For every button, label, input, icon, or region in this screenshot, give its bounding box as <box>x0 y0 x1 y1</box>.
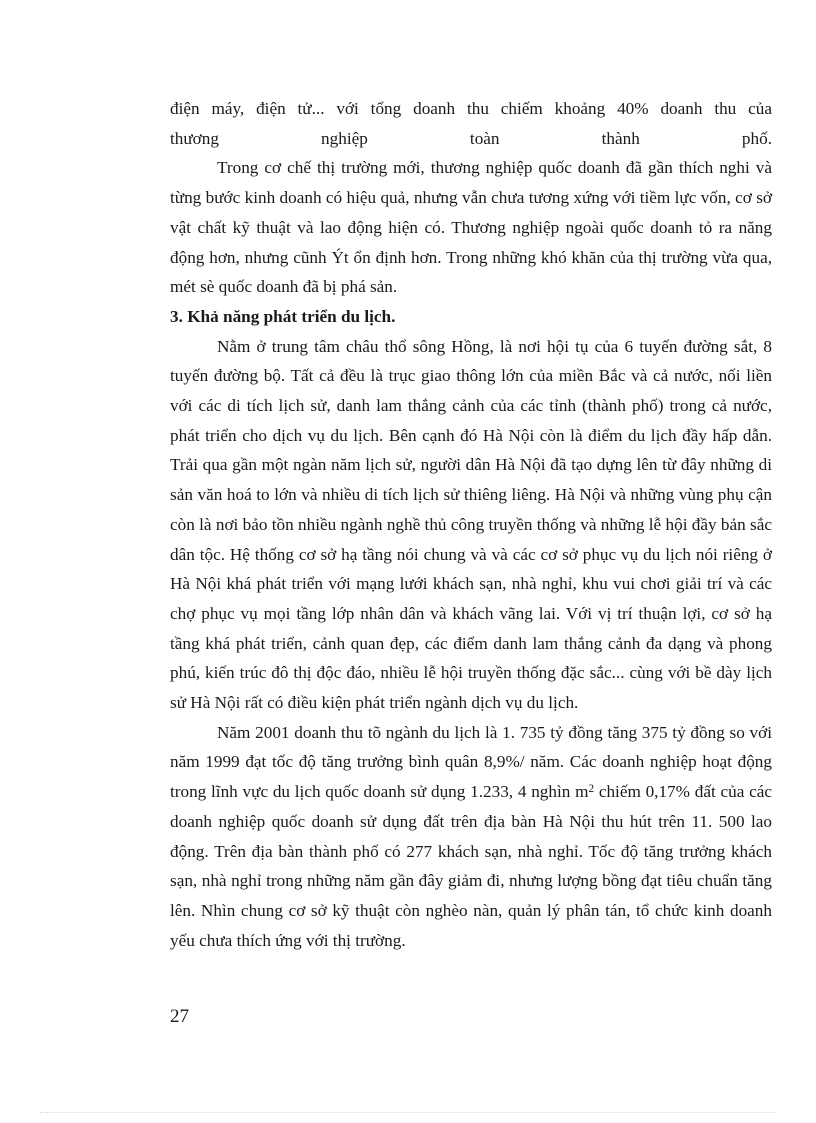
paragraph-revenue <box>170 718 772 956</box>
paragraph-tourism: Nằm ở trung tâm châu thổ sông Hồng, là nơi hội tụ của 6 tuyến đường sắt, 8 tuyến đường bộ. Tất cả đều là trục giao thông lớn của miền Bắc và cả nước, nối liền với các di tích lịch sử, danh lam thắng cảnh của các tỉnh (thành phố) trong cả nước, phát triển cho dịch vụ du lịch. Bên cạnh đó Hà Nội còn là điểm du lịch đầy hấp dẫn. Trải qua gần một ngàn năm lịch sử, người dân Hà Nội đã tạo dựng lên từ đây những di sản văn hoá to lớn và nhiều di tích lịch sử thiêng liêng. Hà Nội và những vùng phụ cận còn là nơi bảo tồn nhiều ngành nghề thủ công truyền thống và những lễ hội đầy bản sắc dân tộc. Hệ thống cơ sở hạ tầng nói chung và và các cơ sở phục vụ du lịch nói riêng ở Hà Nội khá phát triển với mạng lưới khách sạn, nhà nghỉ, khu vui chơi giải trí và các chợ phục vụ mọi tầng lớp nhân dân và khách vãng lai. Với vị trí thuận lợi, cơ sở hạ tầng khá phát triển, cảnh quan đẹp, các điểm danh lam thắng cảnh đa dạng và phong phú, kiến trúc đô thị độc đáo, nhiều lễ hội truyền thống đặc sắc... cùng với bề dày lịch sử Hà Nội rất có điều kiện phát triển ngành dịch vụ du lịch. <box>170 336 772 713</box>
paragraph-revenue-part-b: chiếm 0,17% đất của các doanh nghiệp quốc doanh sử dụng đất trên địa bàn Hà Nội thu hút trên 11. 500 lao động. Trên địa bàn thành phố có 277 khách sạn, nhà nghỉ. Tốc độ tăng trưởng khách sạn, nhà nghỉ trong những năm gần đây giảm đi, nhưng lượng bồng đạt tiêu chuẩn tăng lên. Nhìn chung cơ sở kỹ thuật còn nghèo nàn, quản lý phân tán, tổ chức kinh doanh yếu chưa thích ứng với thị trường. <box>170 782 772 950</box>
section-heading: 3. Khả năng phát triển du lịch. <box>170 306 396 326</box>
footer-divider <box>40 1112 776 1113</box>
paragraph-continuation-line-1: điện máy, điện tử... với tổng doanh thu chiếm khoảng 40% doanh thu của <box>170 99 772 118</box>
superscript-squared: 2 <box>588 782 595 795</box>
paragraph-continuation-line-2: thương nghiệp toàn thành phố. <box>170 128 772 148</box>
paragraph-trade: Trong cơ chế thị trường mới, thương nghiệp quốc doanh đã gần thích nghi và từng bước kinh doanh có hiệu quả, nhưng vẫn chưa tương xứng với tiềm lực vốn, cơ sở vật chất kỹ thuật và lao động hiện có. Thương nghiệp ngoài quốc doanh tỏ ra năng động hơn, nhưng cũnh Ýt ổn định hơn. Trong những khó khăn của thị trường vừa qua, mét sè quốc doanh đã bị phá sản. <box>170 158 772 297</box>
page-number: 27 <box>170 1006 189 1027</box>
body-text <box>170 94 772 955</box>
paragraph-revenue-part-a: Năm 2001 doanh thu tõ ngành du lịch là 1. 735 tỷ đồng tăng 375 tỷ đồng so với năm 1999 đạt tốc độ tăng trưởng bình quân 8,9%/ năm. Các doanh nghiệp hoạt động trong lĩnh vực du lịch quốc doanh sử dụng 1.233, 4 nghìn m <box>170 722 772 802</box>
